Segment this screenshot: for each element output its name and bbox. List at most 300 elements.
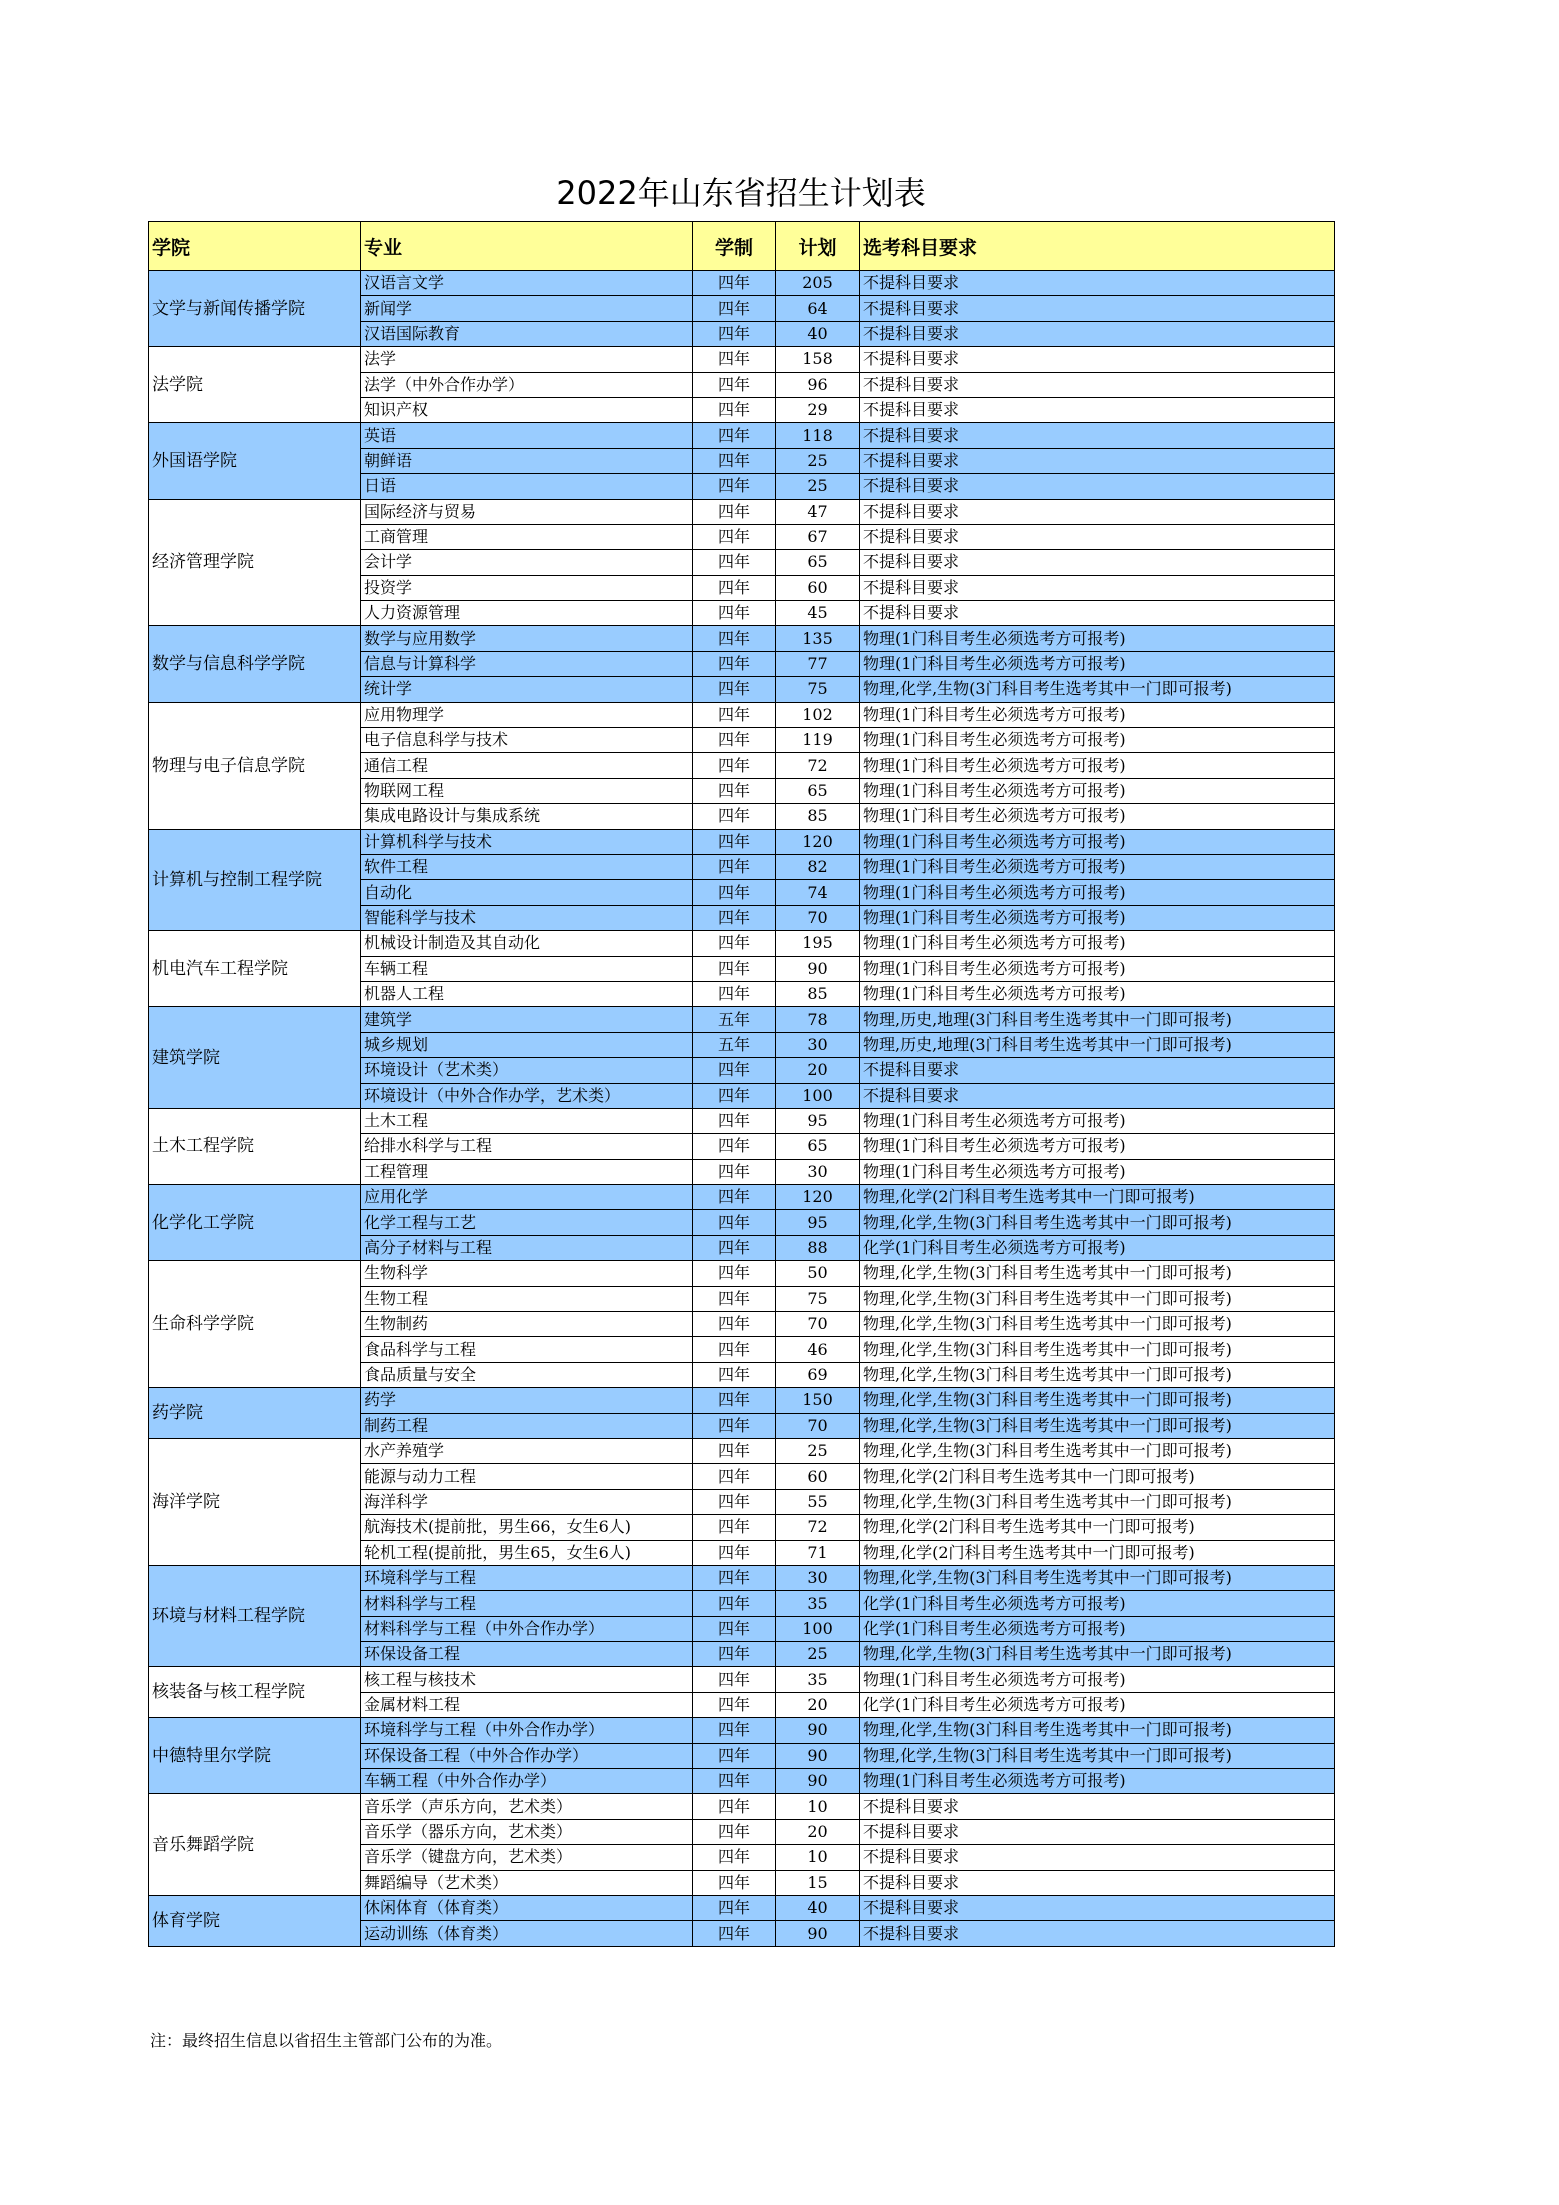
duration-cell: 四年 — [693, 1769, 776, 1794]
requirement-cell: 物理,化学,生物(3门科目考生选考其中一门即可报考) — [860, 1388, 1335, 1413]
major-cell: 航海技术(提前批，男生66，女生6人) — [361, 1515, 693, 1540]
major-cell: 计算机科学与技术 — [361, 829, 693, 854]
table-row — [149, 1896, 1335, 1921]
college-cell: 计算机与控制工程学院 — [149, 829, 361, 931]
table-row — [149, 271, 1335, 296]
header-plan: 计划 — [776, 222, 860, 271]
plan-cell: 70 — [776, 1312, 860, 1337]
requirement-cell: 物理,化学,生物(3门科目考生选考其中一门即可报考) — [860, 1413, 1335, 1438]
duration-cell: 四年 — [693, 854, 776, 879]
requirement-cell: 物理,化学,生物(3门科目考生选考其中一门即可报考) — [860, 1312, 1335, 1337]
requirement-cell: 化学(1门科目考生必须选考方可报考) — [860, 1235, 1335, 1260]
plan-cell: 10 — [776, 1845, 860, 1870]
plan-cell: 30 — [776, 1565, 860, 1590]
requirement-cell: 不提科目要求 — [860, 448, 1335, 473]
plan-cell: 35 — [776, 1591, 860, 1616]
requirement-cell: 物理,化学,生物(3门科目考生选考其中一门即可报考) — [860, 1362, 1335, 1387]
major-cell: 海洋科学 — [361, 1489, 693, 1514]
requirement-cell: 不提科目要求 — [860, 550, 1335, 575]
plan-cell: 64 — [776, 296, 860, 321]
plan-cell: 100 — [776, 1083, 860, 1108]
requirement-cell: 不提科目要求 — [860, 1896, 1335, 1921]
requirement-cell: 物理(1门科目考生必须选考方可报考) — [860, 1108, 1335, 1133]
duration-cell: 四年 — [693, 1108, 776, 1133]
duration-cell: 四年 — [693, 880, 776, 905]
requirement-cell: 物理,化学,生物(3门科目考生选考其中一门即可报考) — [860, 1438, 1335, 1463]
college-cell: 法学院 — [149, 347, 361, 423]
duration-cell: 四年 — [693, 1286, 776, 1311]
requirement-cell: 物理,化学,生物(3门科目考生选考其中一门即可报考) — [860, 1210, 1335, 1235]
major-cell: 自动化 — [361, 880, 693, 905]
plan-cell: 25 — [776, 448, 860, 473]
duration-cell: 四年 — [693, 1515, 776, 1540]
requirement-cell: 化学(1门科目考生必须选考方可报考) — [860, 1591, 1335, 1616]
table-header-row — [149, 222, 1335, 271]
requirement-cell: 不提科目要求 — [860, 347, 1335, 372]
college-cell: 土木工程学院 — [149, 1108, 361, 1184]
major-cell: 投资学 — [361, 575, 693, 600]
table-row — [149, 1718, 1335, 1743]
requirement-cell: 物理,化学,生物(3门科目考生选考其中一门即可报考) — [860, 1743, 1335, 1768]
college-cell: 经济管理学院 — [149, 499, 361, 626]
plan-cell: 90 — [776, 1769, 860, 1794]
plan-cell: 72 — [776, 753, 860, 778]
duration-cell: 四年 — [693, 778, 776, 803]
requirement-cell: 化学(1门科目考生必须选考方可报考) — [860, 1616, 1335, 1641]
plan-cell: 82 — [776, 854, 860, 879]
major-cell: 舞蹈编导（艺术类） — [361, 1870, 693, 1895]
college-cell: 生命科学学院 — [149, 1261, 361, 1388]
plan-cell: 67 — [776, 524, 860, 549]
duration-cell: 四年 — [693, 296, 776, 321]
duration-cell: 四年 — [693, 1819, 776, 1844]
requirement-cell: 物理(1门科目考生必须选考方可报考) — [860, 880, 1335, 905]
college-cell: 数学与信息科学学院 — [149, 626, 361, 702]
major-cell: 日语 — [361, 474, 693, 499]
requirement-cell: 物理,化学,生物(3门科目考生选考其中一门即可报考) — [860, 1286, 1335, 1311]
major-cell: 智能科学与技术 — [361, 905, 693, 930]
table-row — [149, 1185, 1335, 1210]
duration-cell: 四年 — [693, 677, 776, 702]
duration-cell: 四年 — [693, 1794, 776, 1819]
plan-cell: 35 — [776, 1667, 860, 1692]
plan-cell: 85 — [776, 981, 860, 1006]
plan-cell: 90 — [776, 1921, 860, 1946]
plan-cell: 70 — [776, 1413, 860, 1438]
major-cell: 环境设计（艺术类） — [361, 1058, 693, 1083]
requirement-cell: 不提科目要求 — [860, 524, 1335, 549]
major-cell: 人力资源管理 — [361, 601, 693, 626]
plan-cell: 118 — [776, 423, 860, 448]
duration-cell: 四年 — [693, 1134, 776, 1159]
duration-cell: 四年 — [693, 1210, 776, 1235]
plan-cell: 20 — [776, 1819, 860, 1844]
requirement-cell: 物理,化学(2门科目考生选考其中一门即可报考) — [860, 1464, 1335, 1489]
major-cell: 环保设备工程（中外合作办学） — [361, 1743, 693, 1768]
duration-cell: 四年 — [693, 1540, 776, 1565]
duration-cell: 四年 — [693, 1718, 776, 1743]
plan-cell: 46 — [776, 1337, 860, 1362]
plan-cell: 20 — [776, 1692, 860, 1717]
major-cell: 城乡规划 — [361, 1032, 693, 1057]
table-row — [149, 931, 1335, 956]
requirement-cell: 物理(1门科目考生必须选考方可报考) — [860, 931, 1335, 956]
major-cell: 信息与计算科学 — [361, 651, 693, 676]
duration-cell: 四年 — [693, 524, 776, 549]
duration-cell: 四年 — [693, 474, 776, 499]
plan-cell: 40 — [776, 321, 860, 346]
plan-cell: 75 — [776, 1286, 860, 1311]
duration-cell: 四年 — [693, 804, 776, 829]
major-cell: 知识产权 — [361, 397, 693, 422]
plan-cell: 85 — [776, 804, 860, 829]
major-cell: 通信工程 — [361, 753, 693, 778]
major-cell: 车辆工程 — [361, 956, 693, 981]
duration-cell: 四年 — [693, 321, 776, 346]
major-cell: 休闲体育（体育类） — [361, 1896, 693, 1921]
college-cell: 外国语学院 — [149, 423, 361, 499]
duration-cell: 四年 — [693, 981, 776, 1006]
duration-cell: 五年 — [693, 1007, 776, 1032]
major-cell: 集成电路设计与集成系统 — [361, 804, 693, 829]
requirement-cell: 物理(1门科目考生必须选考方可报考) — [860, 1667, 1335, 1692]
requirement-cell: 物理(1门科目考生必须选考方可报考) — [860, 981, 1335, 1006]
plan-cell: 195 — [776, 931, 860, 956]
requirement-cell: 物理(1门科目考生必须选考方可报考) — [860, 1769, 1335, 1794]
duration-cell: 四年 — [693, 1185, 776, 1210]
duration-cell: 四年 — [693, 1413, 776, 1438]
table-row — [149, 1667, 1335, 1692]
duration-cell: 四年 — [693, 1083, 776, 1108]
plan-cell: 102 — [776, 702, 860, 727]
requirement-cell: 不提科目要求 — [860, 1083, 1335, 1108]
major-cell: 材料科学与工程（中外合作办学） — [361, 1616, 693, 1641]
plan-cell: 205 — [776, 271, 860, 296]
major-cell: 国际经济与贸易 — [361, 499, 693, 524]
duration-cell: 四年 — [693, 829, 776, 854]
table-row — [149, 499, 1335, 524]
table-row — [149, 1438, 1335, 1463]
duration-cell: 四年 — [693, 1058, 776, 1083]
duration-cell: 四年 — [693, 1235, 776, 1260]
major-cell: 环境设计（中外合作办学，艺术类） — [361, 1083, 693, 1108]
requirement-cell: 物理,化学,生物(3门科目考生选考其中一门即可报考) — [860, 1642, 1335, 1667]
plan-cell: 100 — [776, 1616, 860, 1641]
page-title: 2022年山东省招生计划表 — [556, 174, 926, 212]
plan-cell: 25 — [776, 1438, 860, 1463]
duration-cell: 四年 — [693, 702, 776, 727]
major-cell: 药学 — [361, 1388, 693, 1413]
requirement-cell: 不提科目要求 — [860, 372, 1335, 397]
requirement-cell: 物理(1门科目考生必须选考方可报考) — [860, 753, 1335, 778]
plan-cell: 60 — [776, 575, 860, 600]
requirement-cell: 物理(1门科目考生必须选考方可报考) — [860, 651, 1335, 676]
requirement-cell: 物理,历史,地理(3门科目考生选考其中一门即可报考) — [860, 1007, 1335, 1032]
duration-cell: 四年 — [693, 423, 776, 448]
duration-cell: 五年 — [693, 1032, 776, 1057]
duration-cell: 四年 — [693, 372, 776, 397]
college-cell: 物理与电子信息学院 — [149, 702, 361, 829]
duration-cell: 四年 — [693, 1870, 776, 1895]
plan-cell: 90 — [776, 956, 860, 981]
plan-cell: 158 — [776, 347, 860, 372]
duration-cell: 四年 — [693, 397, 776, 422]
table-row — [149, 347, 1335, 372]
major-cell: 会计学 — [361, 550, 693, 575]
major-cell: 土木工程 — [361, 1108, 693, 1133]
college-cell: 环境与材料工程学院 — [149, 1565, 361, 1667]
requirement-cell: 物理,化学,生物(3门科目考生选考其中一门即可报考) — [860, 1565, 1335, 1590]
major-cell: 英语 — [361, 423, 693, 448]
plan-cell: 65 — [776, 550, 860, 575]
duration-cell: 四年 — [693, 271, 776, 296]
major-cell: 水产养殖学 — [361, 1438, 693, 1463]
table-body — [149, 271, 1335, 1947]
duration-cell: 四年 — [693, 1261, 776, 1286]
duration-cell: 四年 — [693, 575, 776, 600]
requirement-cell: 不提科目要求 — [860, 601, 1335, 626]
requirement-cell: 不提科目要求 — [860, 271, 1335, 296]
duration-cell: 四年 — [693, 1159, 776, 1184]
major-cell: 物联网工程 — [361, 778, 693, 803]
duration-cell: 四年 — [693, 1337, 776, 1362]
table-row — [149, 1007, 1335, 1032]
requirement-cell: 不提科目要求 — [860, 1819, 1335, 1844]
requirement-cell: 不提科目要求 — [860, 1845, 1335, 1870]
major-cell: 给排水科学与工程 — [361, 1134, 693, 1159]
requirement-cell: 物理,化学(2门科目考生选考其中一门即可报考) — [860, 1185, 1335, 1210]
requirement-cell: 物理,化学,生物(3门科目考生选考其中一门即可报考) — [860, 1261, 1335, 1286]
table-row — [149, 423, 1335, 448]
major-cell: 应用化学 — [361, 1185, 693, 1210]
major-cell: 生物制药 — [361, 1312, 693, 1337]
table-row — [149, 1261, 1335, 1286]
major-cell: 生物工程 — [361, 1286, 693, 1311]
footnote: 注：最终招生信息以省招生主管部门公布的为准。 — [150, 2031, 503, 2050]
major-cell: 法学 — [361, 347, 693, 372]
major-cell: 环境科学与工程（中外合作办学） — [361, 1718, 693, 1743]
major-cell: 化学工程与工艺 — [361, 1210, 693, 1235]
major-cell: 电子信息科学与技术 — [361, 728, 693, 753]
requirement-cell: 不提科目要求 — [860, 474, 1335, 499]
plan-cell: 10 — [776, 1794, 860, 1819]
table-row — [149, 1794, 1335, 1819]
plan-cell: 71 — [776, 1540, 860, 1565]
major-cell: 应用物理学 — [361, 702, 693, 727]
duration-cell: 四年 — [693, 1896, 776, 1921]
duration-cell: 四年 — [693, 1565, 776, 1590]
college-cell: 建筑学院 — [149, 1007, 361, 1109]
requirement-cell: 化学(1门科目考生必须选考方可报考) — [860, 1692, 1335, 1717]
plan-cell: 69 — [776, 1362, 860, 1387]
requirement-cell: 物理(1门科目考生必须选考方可报考) — [860, 804, 1335, 829]
duration-cell: 四年 — [693, 1388, 776, 1413]
major-cell: 食品科学与工程 — [361, 1337, 693, 1362]
table-row — [149, 1565, 1335, 1590]
requirement-cell: 物理,化学(2门科目考生选考其中一门即可报考) — [860, 1515, 1335, 1540]
requirement-cell: 不提科目要求 — [860, 423, 1335, 448]
plan-cell: 47 — [776, 499, 860, 524]
table-row — [149, 626, 1335, 651]
college-cell: 中德特里尔学院 — [149, 1718, 361, 1794]
major-cell: 食品质量与安全 — [361, 1362, 693, 1387]
plan-cell: 90 — [776, 1718, 860, 1743]
plan-cell: 120 — [776, 1185, 860, 1210]
college-cell: 药学院 — [149, 1388, 361, 1439]
plan-cell: 55 — [776, 1489, 860, 1514]
header-duration: 学制 — [693, 222, 776, 271]
requirement-cell: 物理(1门科目考生必须选考方可报考) — [860, 829, 1335, 854]
college-cell: 海洋学院 — [149, 1438, 361, 1565]
major-cell: 环境科学与工程 — [361, 1565, 693, 1590]
plan-cell: 119 — [776, 728, 860, 753]
requirement-cell: 不提科目要求 — [860, 321, 1335, 346]
major-cell: 生物科学 — [361, 1261, 693, 1286]
plan-cell: 96 — [776, 372, 860, 397]
requirement-cell: 物理,化学,生物(3门科目考生选考其中一门即可报考) — [860, 1489, 1335, 1514]
major-cell: 机器人工程 — [361, 981, 693, 1006]
plan-cell: 72 — [776, 1515, 860, 1540]
requirement-cell: 物理(1门科目考生必须选考方可报考) — [860, 702, 1335, 727]
plan-cell: 90 — [776, 1743, 860, 1768]
plan-cell: 88 — [776, 1235, 860, 1260]
major-cell: 金属材料工程 — [361, 1692, 693, 1717]
table-row — [149, 829, 1335, 854]
header-college: 学院 — [149, 222, 361, 271]
plan-cell: 75 — [776, 677, 860, 702]
duration-cell: 四年 — [693, 1667, 776, 1692]
college-cell: 核装备与核工程学院 — [149, 1667, 361, 1718]
college-cell: 体育学院 — [149, 1896, 361, 1947]
major-cell: 工程管理 — [361, 1159, 693, 1184]
major-cell: 朝鲜语 — [361, 448, 693, 473]
requirement-cell: 物理(1门科目考生必须选考方可报考) — [860, 905, 1335, 930]
duration-cell: 四年 — [693, 1312, 776, 1337]
plan-cell: 30 — [776, 1032, 860, 1057]
plan-cell: 50 — [776, 1261, 860, 1286]
college-cell: 化学化工学院 — [149, 1185, 361, 1261]
plan-cell: 77 — [776, 651, 860, 676]
duration-cell: 四年 — [693, 626, 776, 651]
plan-cell: 74 — [776, 880, 860, 905]
major-cell: 新闻学 — [361, 296, 693, 321]
plan-cell: 150 — [776, 1388, 860, 1413]
duration-cell: 四年 — [693, 1616, 776, 1641]
duration-cell: 四年 — [693, 956, 776, 981]
requirement-cell: 物理(1门科目考生必须选考方可报考) — [860, 778, 1335, 803]
major-cell: 机械设计制造及其自动化 — [361, 931, 693, 956]
requirement-cell: 物理,化学(2门科目考生选考其中一门即可报考) — [860, 1540, 1335, 1565]
duration-cell: 四年 — [693, 601, 776, 626]
plan-cell: 70 — [776, 905, 860, 930]
requirement-cell: 物理(1门科目考生必须选考方可报考) — [860, 626, 1335, 651]
duration-cell: 四年 — [693, 347, 776, 372]
major-cell: 制药工程 — [361, 1413, 693, 1438]
college-cell: 机电汽车工程学院 — [149, 931, 361, 1007]
header-major: 专业 — [361, 222, 693, 271]
major-cell: 音乐学（键盘方向，艺术类） — [361, 1845, 693, 1870]
plan-cell: 120 — [776, 829, 860, 854]
plan-cell: 45 — [776, 601, 860, 626]
requirement-cell: 不提科目要求 — [860, 575, 1335, 600]
major-cell: 工商管理 — [361, 524, 693, 549]
duration-cell: 四年 — [693, 1464, 776, 1489]
requirement-cell: 不提科目要求 — [860, 397, 1335, 422]
duration-cell: 四年 — [693, 1921, 776, 1946]
duration-cell: 四年 — [693, 1743, 776, 1768]
plan-cell: 15 — [776, 1870, 860, 1895]
college-cell: 音乐舞蹈学院 — [149, 1794, 361, 1896]
requirement-cell: 物理,化学,生物(3门科目考生选考其中一门即可报考) — [860, 1718, 1335, 1743]
major-cell: 音乐学（器乐方向，艺术类） — [361, 1819, 693, 1844]
duration-cell: 四年 — [693, 499, 776, 524]
plan-cell: 60 — [776, 1464, 860, 1489]
duration-cell: 四年 — [693, 1591, 776, 1616]
requirement-cell: 不提科目要求 — [860, 499, 1335, 524]
requirement-cell: 物理(1门科目考生必须选考方可报考) — [860, 1159, 1335, 1184]
major-cell: 核工程与核技术 — [361, 1667, 693, 1692]
plan-cell: 25 — [776, 474, 860, 499]
requirement-cell: 物理(1门科目考生必须选考方可报考) — [860, 728, 1335, 753]
requirement-cell: 物理,历史,地理(3门科目考生选考其中一门即可报考) — [860, 1032, 1335, 1057]
duration-cell: 四年 — [693, 550, 776, 575]
duration-cell: 四年 — [693, 448, 776, 473]
major-cell: 建筑学 — [361, 1007, 693, 1032]
major-cell: 软件工程 — [361, 854, 693, 879]
plan-cell: 30 — [776, 1159, 860, 1184]
requirement-cell: 不提科目要求 — [860, 1794, 1335, 1819]
major-cell: 环保设备工程 — [361, 1642, 693, 1667]
requirement-cell: 不提科目要求 — [860, 1921, 1335, 1946]
college-cell: 文学与新闻传播学院 — [149, 271, 361, 347]
major-cell: 运动训练（体育类） — [361, 1921, 693, 1946]
major-cell: 材料科学与工程 — [361, 1591, 693, 1616]
table-row — [149, 1388, 1335, 1413]
duration-cell: 四年 — [693, 728, 776, 753]
major-cell: 车辆工程（中外合作办学） — [361, 1769, 693, 1794]
major-cell: 汉语国际教育 — [361, 321, 693, 346]
duration-cell: 四年 — [693, 753, 776, 778]
requirement-cell: 物理,化学,生物(3门科目考生选考其中一门即可报考) — [860, 677, 1335, 702]
major-cell: 法学（中外合作办学） — [361, 372, 693, 397]
major-cell: 轮机工程(提前批，男生65，女生6人) — [361, 1540, 693, 1565]
requirement-cell: 物理(1门科目考生必须选考方可报考) — [860, 854, 1335, 879]
major-cell: 音乐学（声乐方向，艺术类） — [361, 1794, 693, 1819]
major-cell: 统计学 — [361, 677, 693, 702]
requirement-cell: 物理(1门科目考生必须选考方可报考) — [860, 956, 1335, 981]
major-cell: 汉语言文学 — [361, 271, 693, 296]
duration-cell: 四年 — [693, 1362, 776, 1387]
plan-cell: 65 — [776, 1134, 860, 1159]
duration-cell: 四年 — [693, 651, 776, 676]
requirement-cell: 物理(1门科目考生必须选考方可报考) — [860, 1134, 1335, 1159]
plan-cell: 95 — [776, 1210, 860, 1235]
plan-cell: 135 — [776, 626, 860, 651]
plan-cell: 29 — [776, 397, 860, 422]
duration-cell: 四年 — [693, 905, 776, 930]
major-cell: 数学与应用数学 — [361, 626, 693, 651]
enrollment-plan-table — [148, 221, 1335, 1947]
duration-cell: 四年 — [693, 1489, 776, 1514]
plan-cell: 25 — [776, 1642, 860, 1667]
requirement-cell: 不提科目要求 — [860, 1870, 1335, 1895]
plan-cell: 78 — [776, 1007, 860, 1032]
requirement-cell: 物理,化学,生物(3门科目考生选考其中一门即可报考) — [860, 1337, 1335, 1362]
major-cell: 能源与动力工程 — [361, 1464, 693, 1489]
table-row — [149, 1108, 1335, 1133]
duration-cell: 四年 — [693, 1438, 776, 1463]
requirement-cell: 不提科目要求 — [860, 296, 1335, 321]
